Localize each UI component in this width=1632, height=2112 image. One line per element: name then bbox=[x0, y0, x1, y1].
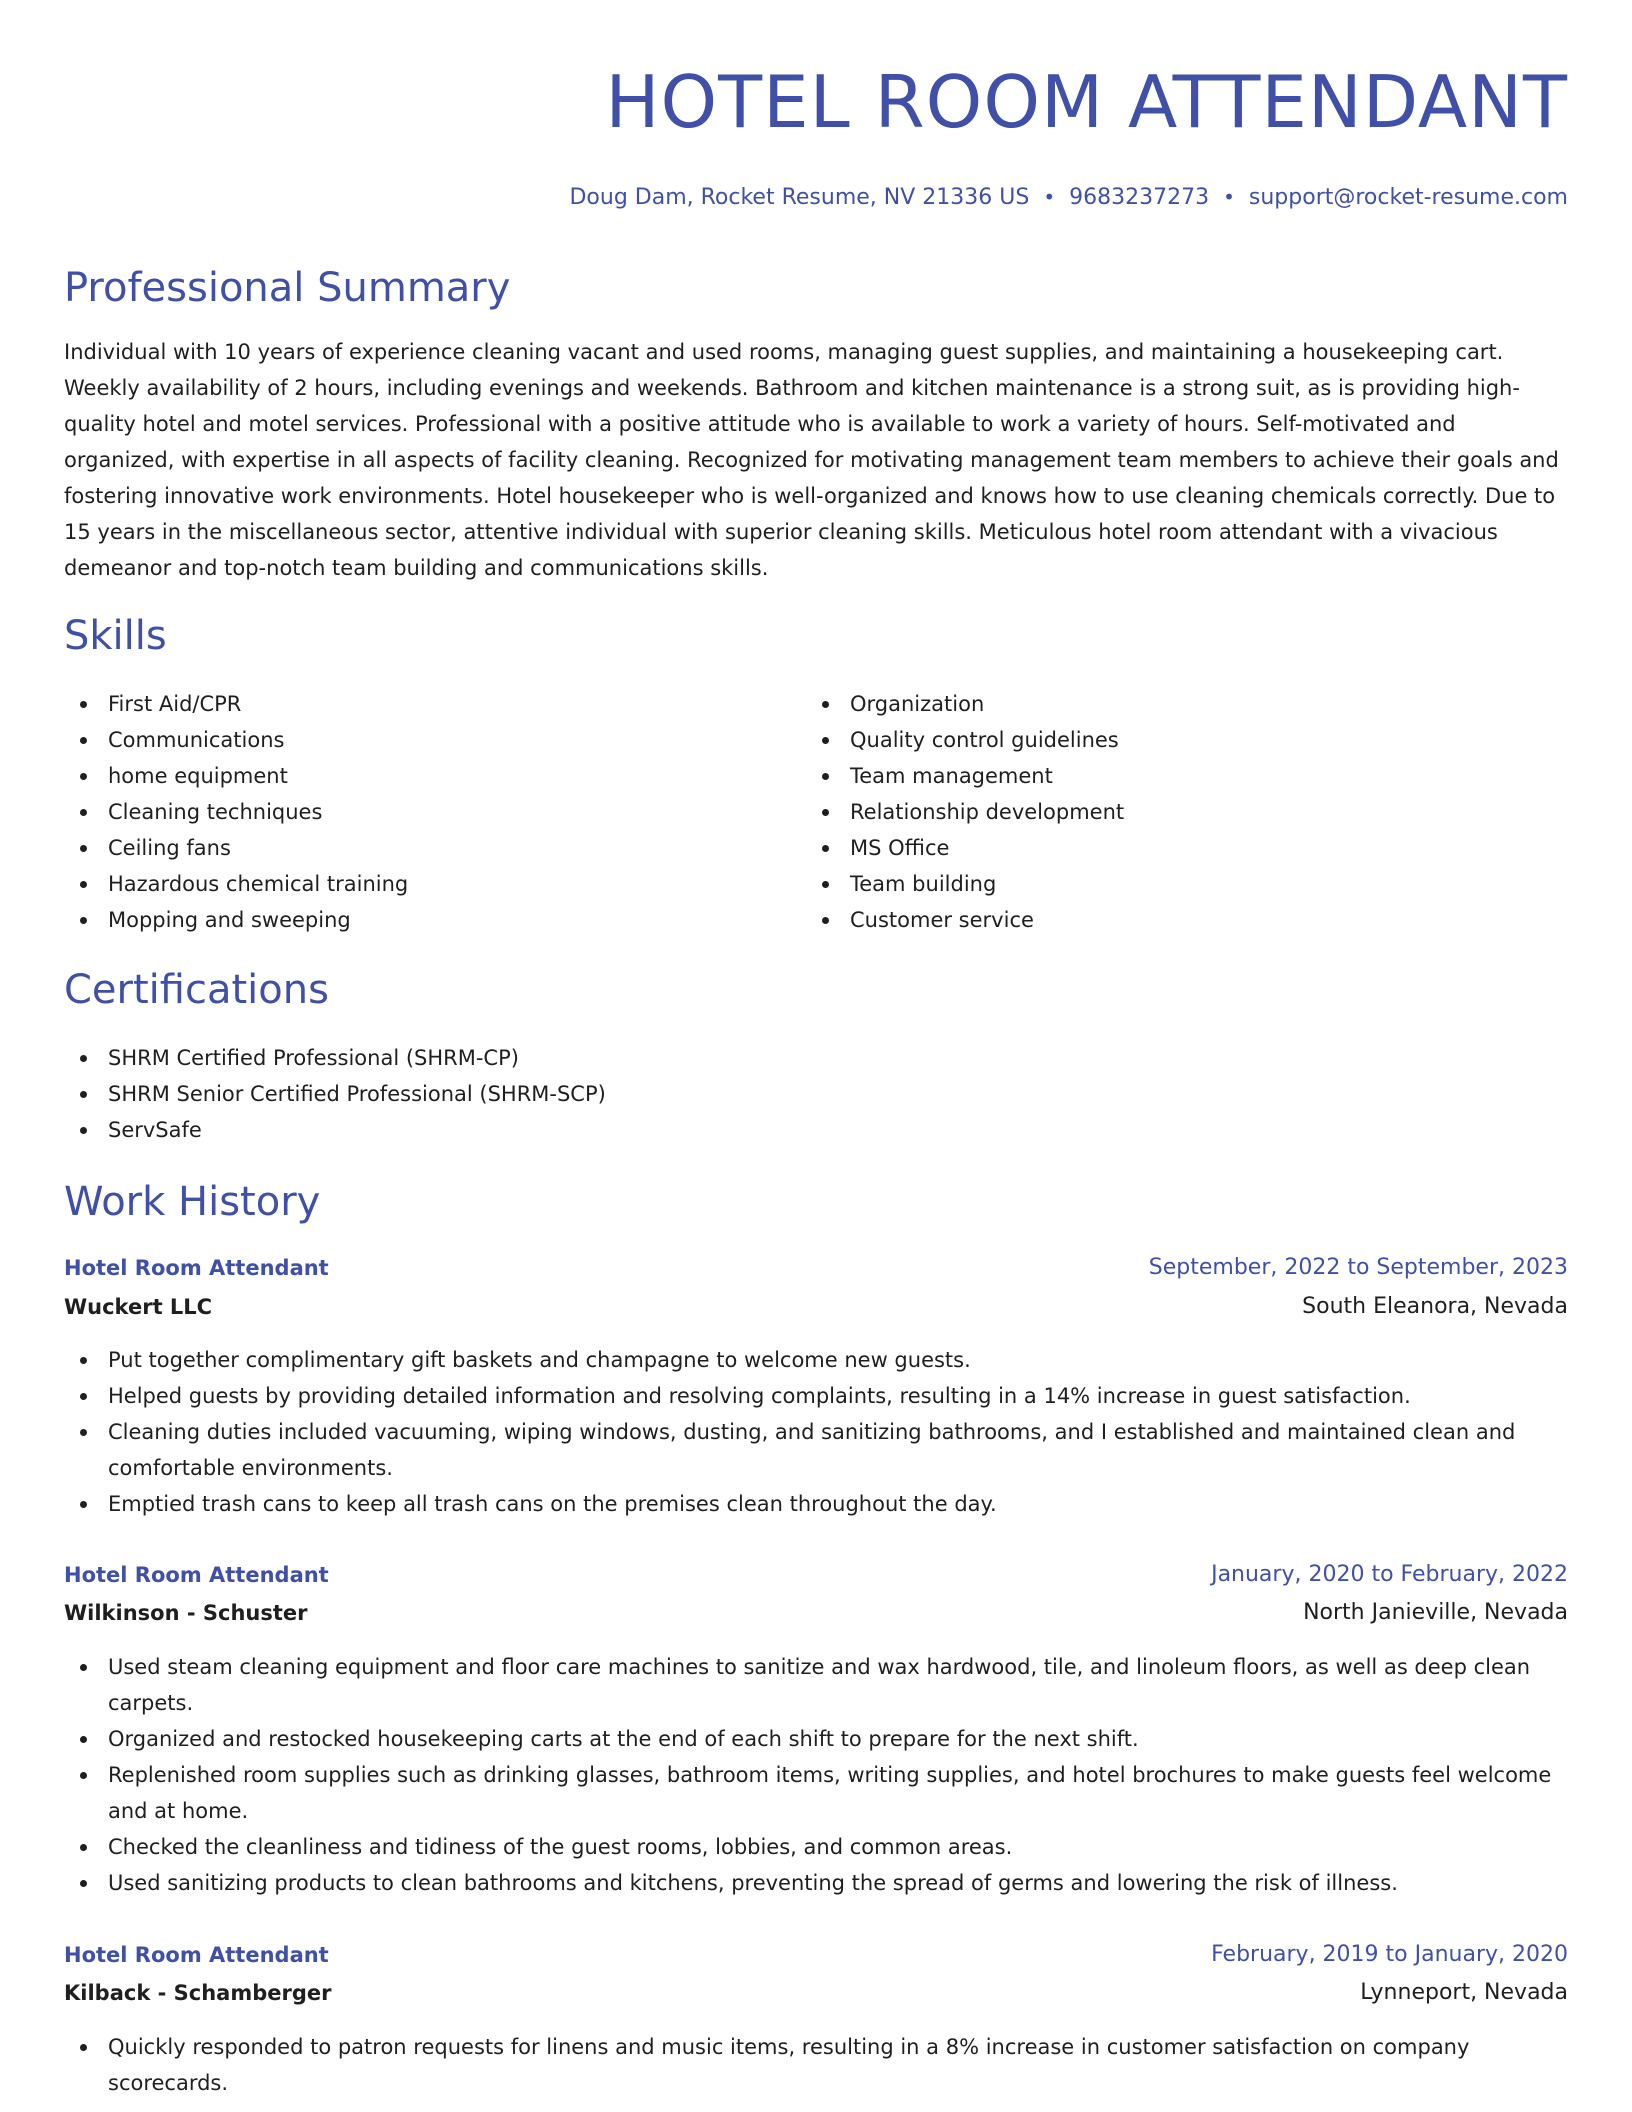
job-header bbox=[64, 1937, 1568, 1973]
list-item: Used steam cleaning equipment and floor care machines to sanitize and wax hardwood, tile, and linoleum floors, as well as deep clean carpets. bbox=[64, 1649, 1568, 1721]
job-location: Lynneport, Nevada bbox=[1360, 1980, 1568, 2005]
list-item: Emptied trash cans to keep all trash cans on the premises clean throughout the day. bbox=[64, 1486, 1568, 1522]
job-company-row bbox=[64, 1289, 1568, 1325]
contact-line bbox=[569, 180, 1568, 215]
list-item: Team building bbox=[806, 866, 1546, 902]
work-history-heading: Work History bbox=[64, 1179, 321, 1225]
list-item: Mopping and sweeping bbox=[64, 902, 804, 938]
list-item: home equipment bbox=[64, 758, 804, 794]
list-item: SHRM Senior Certified Professional (SHRM-SCP) bbox=[64, 1076, 1568, 1112]
list-item: Replenished room supplies such as drinking glasses, bathroom items, writing supplies, and hotel brochures to make guests feel welcome and at home. bbox=[64, 1757, 1568, 1829]
job-title: Hotel Room Attendant bbox=[64, 1563, 329, 1587]
list-item: Quality control guidelines bbox=[806, 722, 1546, 758]
job-bullets bbox=[64, 2029, 1568, 2101]
list-item: Relationship development bbox=[806, 794, 1546, 830]
job-bullets bbox=[64, 1649, 1568, 1901]
skills-heading: Skills bbox=[64, 613, 167, 659]
job-bullets bbox=[64, 1342, 1568, 1522]
skills-list-right bbox=[806, 686, 1546, 938]
summary-text: Individual with 10 years of experience cleaning vacant and used rooms, managing guest supplies, and maintaining a housekeeping cart. Weekly availability of 2 hours, including evenings and weekends. Bathroom and kitchen maintenance is a strong suit, as is providing high-quality hotel and motel services. Professional with a positive attitude who is available to work a variety of hours. Self-motivated and organized, with expertise in all aspects of facility cleaning. Recognized for motivating management team members to achieve their goals and fostering innovative work environments. Hotel housekeeper who is well-organized and knows how to use cleaning chemicals correctly. Due to 15 years in the miscellaneous sector, attentive individual with superior cleaning skills. Meticulous hotel room attendant with a vivacious demeanor and top-notch team building and communications skills. bbox=[64, 340, 1559, 580]
list-item: Checked the cleanliness and tidiness of the guest rooms, lobbies, and common areas. bbox=[64, 1829, 1568, 1865]
list-item: Quickly responded to patron requests for linens and music items, resulting in a 8% increase in customer satisfaction on company scorecards. bbox=[64, 2029, 1568, 2101]
job-company: Wuckert LLC bbox=[64, 1295, 213, 1319]
list-item: Ceiling fans bbox=[64, 830, 804, 866]
certifications-list bbox=[64, 1040, 1568, 1148]
contact-separator: • bbox=[1043, 185, 1056, 209]
list-item: Helped guests by providing detailed information and resolving complaints, resulting in a 14% increase in guest satisfaction. bbox=[64, 1378, 1568, 1414]
skills-list-left bbox=[64, 686, 804, 938]
resume-title: HOTEL ROOM ATTENDANT bbox=[605, 60, 1568, 144]
list-item: Hazardous chemical training bbox=[64, 866, 804, 902]
job-title: Hotel Room Attendant bbox=[64, 1256, 329, 1280]
job-company: Kilback - Schamberger bbox=[64, 1981, 332, 2005]
certifications-heading: Certifications bbox=[64, 967, 329, 1013]
job-company: Wilkinson - Schuster bbox=[64, 1601, 308, 1625]
summary-heading: Professional Summary bbox=[64, 265, 511, 311]
job-header bbox=[64, 1557, 1568, 1593]
job-dates: September, 2022 to September, 2023 bbox=[1148, 1255, 1568, 1280]
job-company-row bbox=[64, 1595, 1568, 1631]
contact-separator: • bbox=[1223, 185, 1235, 209]
list-item: Cleaning duties included vacuuming, wiping windows, dusting, and sanitizing bathrooms, and I established and maintained clean and comfortable environments. bbox=[64, 1414, 1568, 1486]
contact-email: support@rocket-resume.com bbox=[1248, 185, 1568, 210]
job-title: Hotel Room Attendant bbox=[64, 1943, 329, 1967]
list-item: Communications bbox=[64, 722, 804, 758]
job-dates: January, 2020 to February, 2022 bbox=[1211, 1562, 1568, 1587]
job-company-row bbox=[64, 1975, 1568, 2011]
job-location: South Eleanora, Nevada bbox=[1302, 1294, 1568, 1319]
list-item: First Aid/CPR bbox=[64, 686, 804, 722]
job-dates: February, 2019 to January, 2020 bbox=[1211, 1942, 1568, 1967]
list-item: Organized and restocked housekeeping carts at the end of each shift to prepare for the next shift. bbox=[64, 1721, 1568, 1757]
list-item: Used sanitizing products to clean bathrooms and kitchens, preventing the spread of germs and lowering the risk of illness. bbox=[64, 1865, 1568, 1901]
job-header bbox=[64, 1250, 1568, 1286]
list-item: MS Office bbox=[806, 830, 1546, 866]
list-item: Team management bbox=[806, 758, 1546, 794]
contact-phone: 9683237273 bbox=[1069, 185, 1210, 210]
list-item: Organization bbox=[806, 686, 1546, 722]
list-item: Customer service bbox=[806, 902, 1546, 938]
job-location: North Janieville, Nevada bbox=[1303, 1600, 1568, 1625]
list-item: Put together complimentary gift baskets and champagne to welcome new guests. bbox=[64, 1342, 1568, 1378]
contact-address: Doug Dam, Rocket Resume, NV 21336 US bbox=[569, 185, 1030, 210]
list-item: Cleaning techniques bbox=[64, 794, 804, 830]
list-item: ServSafe bbox=[64, 1112, 1568, 1148]
list-item: SHRM Certified Professional (SHRM-CP) bbox=[64, 1040, 1568, 1076]
